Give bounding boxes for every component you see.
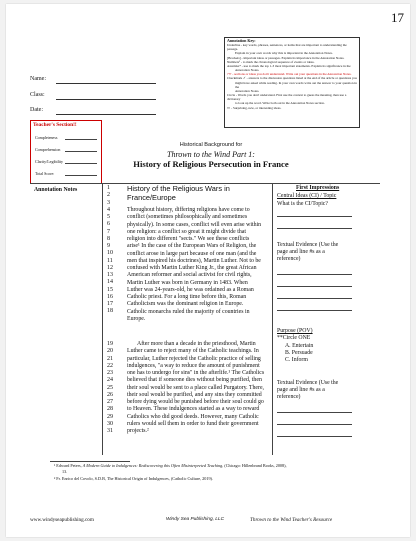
evidence-answer-line[interactable] (277, 424, 352, 425)
annotation-key-box (224, 37, 360, 128)
evidence-answer-line[interactable] (277, 286, 352, 287)
annotation-key-line: Checkmark ✓ - answers to the discussion questions listed at the end of the article or questions you (227, 76, 357, 81)
worksheet-page (6, 4, 410, 537)
text-line: their soul would be sent to a place called Purgatory. There, (127, 384, 265, 391)
footnote-2: ² Fr. Enrico del Covolo, S.D.B, The Historical Origin of Indulgences, (Catholic Culture, 2019). (54, 476, 214, 481)
text-line: arise¹ In the case of the European Wars of Religion, the (127, 243, 257, 250)
line-number: 3 (107, 199, 110, 206)
text-line: Catholics who did good deeds. However, many Catholic (127, 413, 259, 420)
annotation-key-line: Explain in your own words why this is important in the Annotation Notes. (235, 51, 333, 56)
annotation-key-line: [Brackets] - important ideas or passages. Explain its importance in the Annotation Notes. (227, 55, 345, 60)
line-number: 25 (107, 384, 113, 391)
comprehension-field[interactable] (65, 151, 97, 152)
text-line: Luther came to reject many of the Catholic teachings. In (127, 348, 259, 355)
line-number: 27 (107, 399, 113, 405)
annotation-key-line: to look up the word. Write both out in the Annotation Notes section. (235, 101, 325, 106)
option-persuade[interactable]: B. Persuade (285, 350, 313, 357)
textual-evidence-prompt-1 (277, 242, 338, 264)
footnote-italic: A Modern Guide to Indulgences: Rediscovering this Often Misinterpreted Teaching (82, 463, 223, 468)
annotation-key-title: Annotation Key: (227, 38, 256, 43)
first-impressions-title: First Impressions (296, 185, 340, 191)
evidence-prompt-line: Textual Evidence (Use the (277, 380, 339, 386)
evidence-answer-line[interactable] (277, 274, 352, 275)
text-line: Throughout history, differing religions have come to (127, 207, 250, 213)
name-label: Name: (30, 76, 46, 82)
evidence-answer-line[interactable] (277, 298, 352, 299)
annotation-notes-label: Annotation Notes (34, 187, 78, 193)
line-number: 23 (107, 370, 113, 376)
heading-title-italic: Thrown to the Wind Part 1: (167, 150, 255, 159)
textual-evidence-prompt-2 (277, 380, 338, 402)
purpose-options (285, 343, 313, 365)
text-line: American reformer and social activist for civil rights, (127, 272, 252, 279)
text-line: physically). In some cases, conflict will even arise within (127, 221, 262, 228)
notes-column-divider (102, 183, 103, 455)
text-line: Martin Luther was born in Germany in 1483. When (127, 279, 248, 286)
evidence-prompt-line: page and line #s as a (277, 249, 325, 256)
date-label: Date: (30, 107, 43, 113)
evidence-prompt-line: reference) (277, 394, 301, 401)
central-ideas-label: Central Ideas (CI) / Topic (277, 193, 337, 199)
line-numbers-a (107, 185, 119, 316)
ci-answer-line[interactable] (277, 216, 352, 217)
footnote-text: , (Chicago: Hillenbrand Books, 2008), (222, 463, 287, 468)
annotation-key-line: Numbers¹ - to mark the chronological sequence of events or ideas. (227, 59, 315, 64)
section-heading-line: History of the Religious Wars in (127, 184, 230, 193)
option-entertain[interactable]: A. Entertain (285, 343, 314, 349)
evidence-prompt-line: page and line #s as a (277, 387, 325, 394)
line-number: 29 (107, 413, 113, 420)
teachers-section (30, 120, 102, 184)
line-number: 26 (107, 391, 113, 398)
annotation-key-line: Asterisks* - use to mark the top 1-3 most important statements. Explain its significance in the (227, 63, 351, 68)
evidence-answer-line[interactable] (277, 310, 352, 311)
annotation-key-line: Circle - Words you don't understand. First use the context to guess the meaning, then use a dictionary (227, 93, 347, 102)
paragraph-1 (127, 207, 267, 323)
line-number: 24 (107, 377, 113, 384)
footnote-1-cont: 13. (62, 469, 68, 474)
total-score-label: Total Score: (35, 171, 55, 176)
line-number: 9 (107, 243, 110, 249)
option-inform[interactable]: C. Inform (285, 357, 308, 364)
line-number: 15 (107, 286, 113, 293)
text-line: conflict arose in large part because of one man (and the (127, 250, 257, 257)
line-number: 11 (107, 257, 113, 264)
evidence-prompt-line: reference) (277, 256, 301, 263)
text-line: particular, Luther rejected the Catholic practice of selling (127, 355, 261, 362)
section-heading-line: France/Europe (127, 193, 176, 202)
line-number: 21 (107, 355, 113, 362)
line-number: 12 (107, 264, 113, 271)
heading-kicker: Historical Background for (179, 142, 243, 148)
text-line: projects.² (127, 428, 149, 434)
text-line: indulgences, "a way to reduce the amount of punishment (127, 362, 260, 369)
line-number: 28 (107, 406, 113, 413)
evidence-prompt-line: Textual Evidence (Use the (277, 242, 339, 248)
line-numbers-b (107, 341, 119, 435)
annotation-key-line: ??? - sections or ideas you don't understand. Write out your questions in the Annotation Notes. (227, 72, 352, 77)
text-line: Catholic priest. For a long time before this, Roman (127, 294, 247, 300)
line-number: 10 (107, 250, 113, 257)
completeness-field[interactable] (65, 139, 97, 140)
teachers-section-title: Teacher's Section!! (33, 122, 77, 128)
footer-website[interactable]: www.windyseapublishing.com (30, 517, 94, 523)
text-line: confused with Martin Luther King Jr., the great African (127, 265, 257, 271)
line-number: 5 (107, 214, 110, 220)
purpose-label: Purpose (POV) (277, 328, 313, 334)
text-line: to Heaven. These indulgences started as a way to reward (127, 406, 260, 413)
line-number: 4 (107, 206, 110, 213)
text-line: rulers would sell them in order to fund their government (127, 420, 259, 427)
annotation-key-line: Underline - key words, phrases, sentences, or items that are important to understanding the passage. (227, 43, 347, 52)
line-number: 20 (107, 348, 113, 355)
line-number: 30 (107, 420, 113, 427)
ci-answer-line[interactable] (277, 228, 352, 229)
evidence-answer-line[interactable] (277, 436, 352, 437)
date-field[interactable] (56, 114, 156, 115)
line-number: 18 (107, 308, 113, 315)
footnote-rule (50, 461, 130, 462)
footnote-1 (54, 463, 287, 469)
section-heading (127, 184, 267, 202)
line-number: 7 (107, 228, 110, 235)
line-number: 19 (107, 341, 113, 347)
text-line: Catholic monarchs ruled the majority of countries in (127, 308, 250, 315)
heading-title: History of Religious Persecution in France (133, 159, 289, 169)
annotation-key-lines (227, 43, 357, 110)
line-number: 16 (107, 293, 113, 300)
line-number: 13 (107, 272, 113, 278)
text-line: Europe. (127, 315, 146, 322)
line-number: 14 (107, 279, 113, 286)
text-line: Catholicism was the dominant religion in Europe. (127, 301, 244, 308)
class-label: Class: (30, 92, 45, 98)
footnote-text: ¹ Edward Peters, (54, 463, 83, 468)
footer-publisher: Windy Sea Publishing, LLC (166, 517, 225, 522)
line-number: 2 (107, 192, 110, 199)
text-line: men that inspired his doctrines), Martin Luther. Not to be (127, 257, 261, 264)
clarity-field[interactable] (65, 163, 97, 164)
clarity-label: Clarity/Legibility (35, 159, 63, 164)
name-field[interactable] (56, 83, 156, 84)
annotation-key-line: Annotation Notes. (235, 68, 260, 73)
text-line: conflict (sometimes philosophically and sometimes (127, 214, 248, 221)
annotation-key-line: Annotation Notes. (235, 88, 260, 93)
central-ideas-question: What is the CI/Topic? (277, 201, 328, 207)
paragraph-2 (127, 341, 267, 435)
text-line: religion into different "sects." We see these conflicts (127, 236, 250, 242)
page-number: 17 (391, 10, 404, 25)
line-number: 17 (107, 301, 113, 307)
line-number: 6 (107, 221, 110, 228)
line-number: 1 (107, 185, 110, 191)
completeness-label: Completeness (35, 135, 58, 140)
text-line: one has to undergo for sins" in the afterlife.¹ The Catholics (127, 370, 265, 376)
annotation-key-line: might have asked while reading. In your own words write out the answer to your question in the (235, 80, 357, 89)
line-number: 31 (107, 428, 113, 434)
comprehension-label: Comprehension (35, 147, 61, 152)
text-line: Luther was 24-years-old, he was ordained as a Roman (127, 286, 254, 293)
line-number: 8 (107, 235, 110, 242)
total-score-field[interactable] (65, 175, 97, 176)
impressions-column-divider (272, 183, 273, 455)
class-field[interactable] (56, 99, 156, 100)
text-line: before dying would be punished before their soul could go (127, 399, 264, 405)
text-line: their soul would be purified, and any sins they committed (127, 391, 262, 398)
line-number: 22 (107, 362, 113, 369)
text-line: After more than a decade in the priesthood, Martin (137, 341, 256, 347)
text-line: believed that if someone dies without being purified, then (127, 377, 262, 384)
text-line: one religion: a conflict so great it might divide that (127, 228, 246, 235)
circle-one-label: **Circle ONE (277, 335, 311, 341)
annotation-key-line: !!! - Surprising, new, or interesting ideas. (227, 105, 282, 110)
footer-resource: Thrown to the Wind Teacher's Resource (250, 517, 333, 523)
evidence-answer-line[interactable] (277, 412, 352, 413)
